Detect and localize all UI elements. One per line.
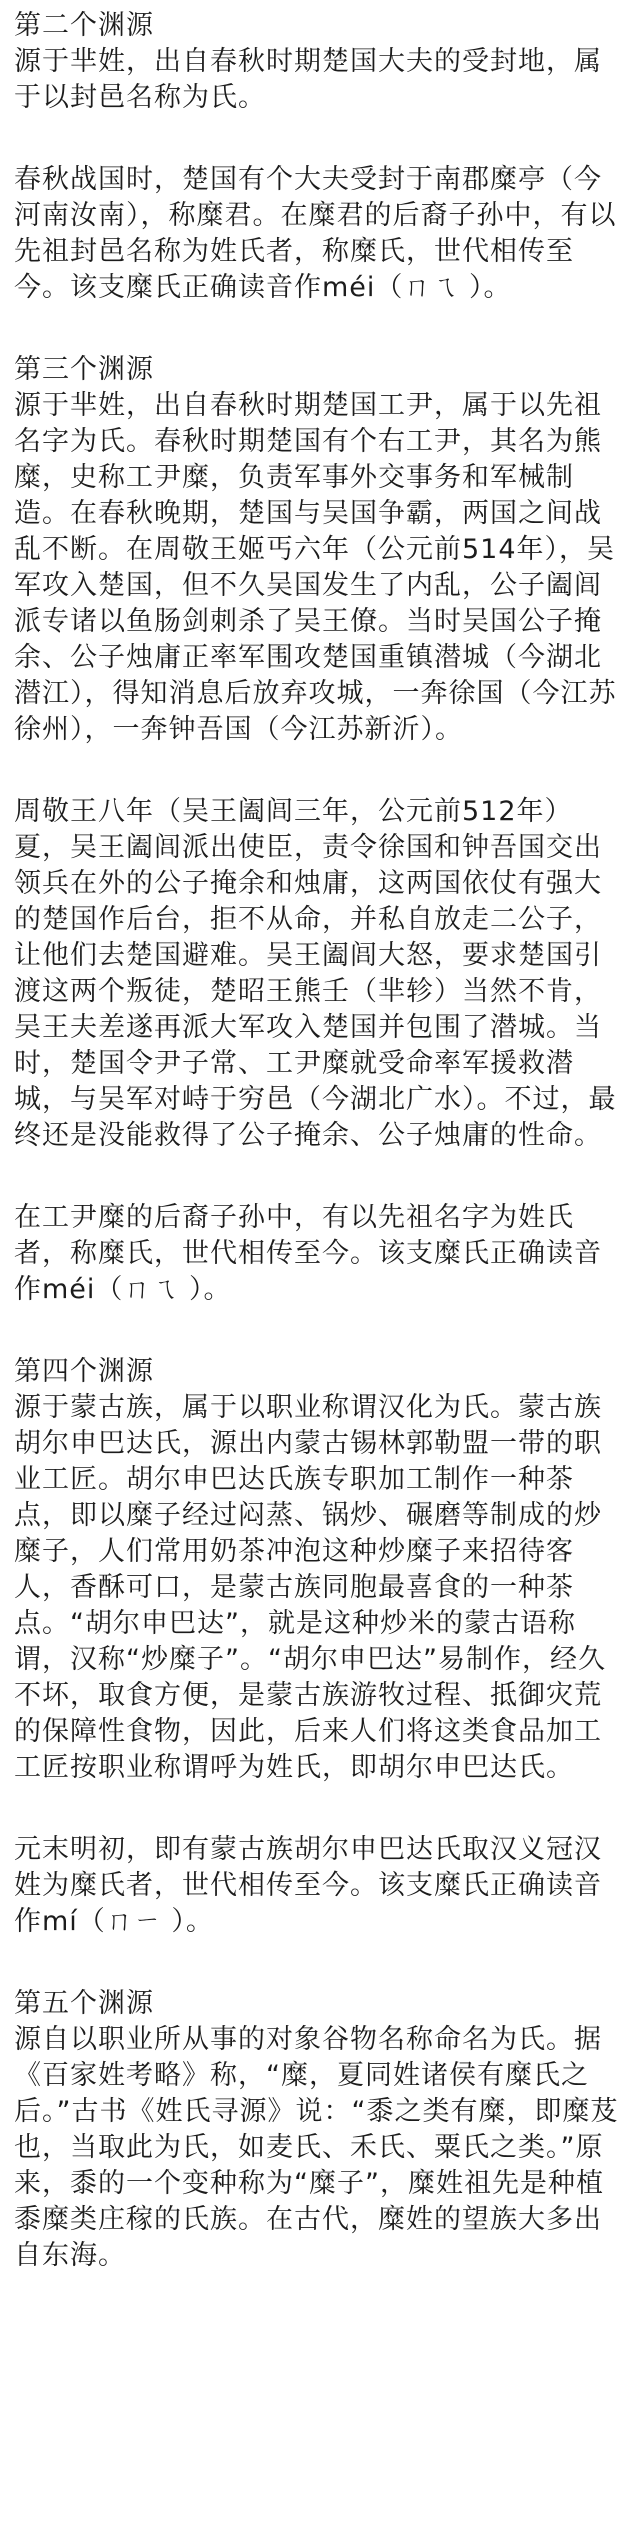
paragraph: 元末明初，即有蒙古族胡尔申巴达氏取汉义冠汉姓为糜氏者，世代相传至今。该支糜氏正确读音作mí（ㄇㄧ ）。 [14, 1834, 602, 1937]
paragraph: 周敬王八年（吴王阖闾三年，公元前512年）夏，吴王阖闾派出使臣，责令徐国和钟吾国交出领兵在外的公子掩余和烛庸，这两国依仗有强大的楚国作后台，拒不从命，并私自放走二公子，让他们去楚国避难。吴王阖闾大怒，要求楚国引渡这两个叛徒，楚昭王熊壬（芈轸）当然不肯，吴王夫差遂再派大军攻入楚国并包围了潜城。当时，楚国令尹子常、工尹糜就受命率军援救潜城，与吴军对峙于穷邑（今湖北广水）。不过，最终还是没能救得了公子掩余、公子烛庸的性命。 [14, 796, 617, 1151]
section-origin-3 [14, 352, 626, 748]
paragraph: 源自以职业所从事的对象谷物名称命名为氏。据《百家姓考略》称，“糜，夏同姓诸侯有糜氏之后。”古书《姓氏寻源》说：“黍之类有糜，即糜芨也，当取此为氏，如麦氏、禾氏、粟氏之类。”原来，黍的一个变种称为“糜子”，糜姓祖先是种植黍糜类庄稼的氏族。在古代，糜姓的望族大多出自东海。 [14, 2024, 619, 2271]
section-origin-4-conclusion [14, 1832, 626, 1940]
section-origin-2-detail [14, 162, 626, 306]
section-origin-5 [14, 1986, 626, 2274]
paragraph: 源于蒙古族，属于以职业称谓汉化为氏。蒙古族胡尔申巴达氏，源出内蒙古锡林郭勒盟一带的职业工匠。胡尔申巴达氏族专职加工制作一种茶点，即以糜子经过闷蒸、锅炒、碾磨等制成的炒糜子，人们常用奶茶冲泡这种炒糜子来招待客人，香酥可口，是蒙古族同胞最喜食的一种茶点。“胡尔申巴达”，就是这种炒米的蒙古语称谓，汉称“炒糜子”。“胡尔申巴达”易制作，经久不坏，取食方便，是蒙古族游牧过程、抵御灾荒的保障性食物，因此，后来人们将这类食品加工工匠按职业称谓呼为姓氏，即胡尔申巴达氏。 [14, 1392, 606, 1783]
paragraph: 源于芈姓，出自春秋时期楚国工尹，属于以先祖名字为氏。春秋时期楚国有个右工尹，其名为熊糜，史称工尹糜，负责军事外交事务和军械制造。在春秋晚期，楚国与吴国争霸，两国之间战乱不断。在周敬王姬丐六年（公元前514年），吴军攻入楚国，但不久吴国发生了内乱，公子阖闾派专诸以鱼肠剑刺杀了吴王僚。当时吴国公子掩余、公子烛庸正率军围攻楚国重镇潜城（今湖北潜江），得知消息后放弃攻城，一奔徐国（今江苏徐州），一奔钟吾国（今江苏新沂）。 [14, 390, 617, 745]
paragraph: 源于芈姓，出自春秋时期楚国大夫的受封地，属于以封邑名称为氏。 [14, 46, 602, 113]
section-origin-3-history [14, 794, 626, 1154]
section-heading: 第五个渊源 [14, 1988, 154, 2019]
paragraph: 春秋战国时，楚国有个大夫受封于南郡糜亭（今河南汝南），称糜君。在糜君的后裔子孙中，有以先祖封邑名称为姓氏者，称糜氏，世代相传至今。该支糜氏正确读音作méi（ㄇㄟ ）。 [14, 164, 617, 303]
section-origin-2 [14, 8, 626, 116]
section-origin-3-conclusion [14, 1200, 626, 1308]
section-heading: 第四个渊源 [14, 1356, 154, 1387]
section-heading: 第二个渊源 [14, 10, 154, 41]
paragraph: 在工尹糜的后裔子孙中，有以先祖名字为姓氏者，称糜氏，世代相传至今。该支糜氏正确读音作méi（ㄇㄟ ）。 [14, 1202, 602, 1305]
section-heading: 第三个渊源 [14, 354, 154, 385]
section-origin-4 [14, 1354, 626, 1786]
